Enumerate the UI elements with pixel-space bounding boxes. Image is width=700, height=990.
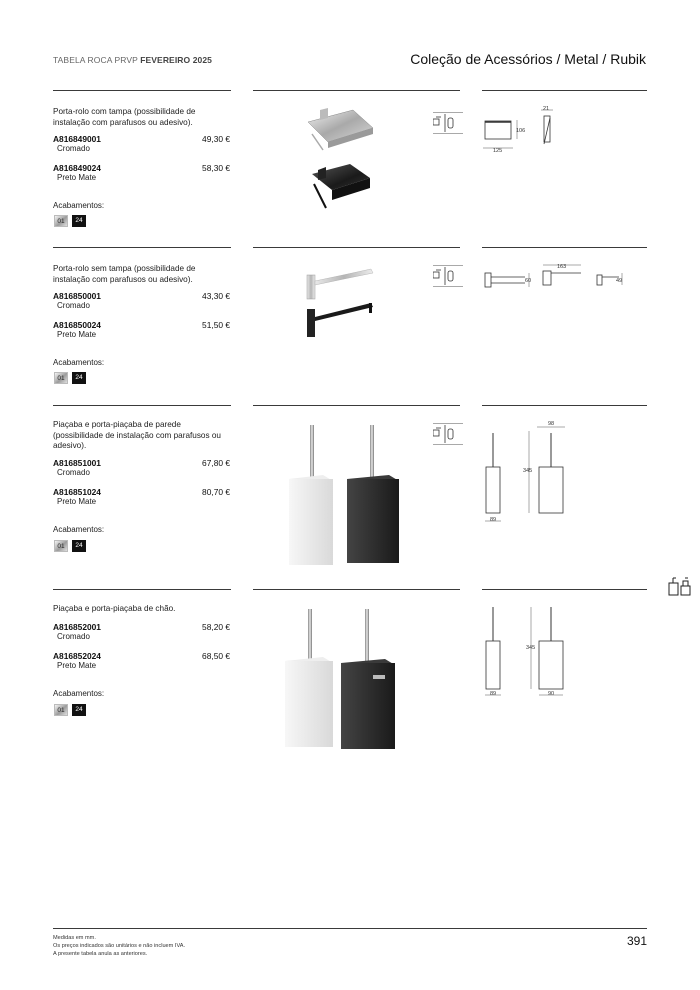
dimension-label: 90 [548,691,555,697]
product-price: 51,50 € [202,320,230,330]
dimension-label: 125 [493,148,503,154]
finish-name: Cromado [57,301,90,310]
dimension-drawing [481,603,571,703]
product-section-4 [53,589,647,769]
product-price: 67,80 € [202,458,230,468]
product-ref: A816849001 [53,134,101,144]
swatch-chrome: 01 [54,372,68,384]
product-description: Piaçaba e porta-piaçaba de chão. [53,604,176,613]
finish-name: Preto Mate [57,661,97,670]
product-section-3 [53,405,647,585]
dimension-label: 60 [525,278,532,284]
footer-note: Medidas em mm. [53,935,96,941]
product-ref: A816851024 [53,487,101,497]
product-price: 58,20 € [202,622,230,632]
dimension-label: 163 [557,264,567,270]
finish-name: Preto Mate [57,173,97,182]
finish-name: Cromado [57,144,90,153]
toilet-roll-holder-lid-photo [298,104,378,224]
catalog-header-label: TABELA ROCA PRVP FEVEREIRO 2025 [53,55,213,65]
wall-toilet-brush-photo [283,423,403,573]
installation-icon [433,423,463,445]
finish-name: Cromado [57,632,90,641]
installation-icon [433,112,463,134]
dimension-label: 89 [490,517,497,523]
page-title: Coleção de Acessórios / Metal / Rubik [410,51,646,67]
product-ref: A816850001 [53,291,101,301]
footer-notes [53,935,185,958]
dimension-label: 106 [516,128,526,134]
swatch-black: 24 [72,372,86,384]
product-section-2 [53,247,647,397]
swatch-chrome: 01 [54,540,68,552]
installation-icon [433,265,463,287]
product-price: 80,70 € [202,487,230,497]
page-number: 391 [626,934,647,948]
finishes-label: Acabamentos: [53,358,105,367]
bathroom-accessories-icon [668,576,692,596]
dimension-label: 89 [490,691,497,697]
finishes-label: Acabamentos: [53,689,105,698]
floor-toilet-brush-photo [281,607,401,752]
dimension-label: 345 [523,468,533,474]
product-price: 68,50 € [202,651,230,661]
footer-note: Os preços indicados são unitários e não incluem IVA. [53,942,186,949]
toilet-roll-holder-photo [303,263,383,353]
product-ref: A816850024 [53,320,101,330]
dimension-label: 345 [526,645,536,651]
product-price: 58,30 € [202,163,230,173]
swatch-black: 24 [72,540,86,552]
product-ref: A816852001 [53,622,101,632]
swatch-chrome: 01 [54,215,68,227]
product-description: Piaçaba e porta-piaçaba de parede (possibilidade de instalação com parafusos ou adesivo). [53,420,221,450]
dimension-label: 98 [548,421,555,427]
product-price: 43,30 € [202,291,230,301]
dimension-drawing [481,261,631,301]
swatch-chrome: 01 [54,704,68,716]
product-price: 49,30 € [202,134,230,144]
dimension-label: 21 [543,106,550,112]
product-ref: A816852024 [53,651,101,661]
product-description: Porta-rolo sem tampa (possibilidade de instalação com parafusos ou adesivo). [53,264,196,284]
product-section-1 [53,90,647,240]
finish-name: Preto Mate [57,497,97,506]
footer-note: A presente tabela anula as anteriores. [53,950,148,957]
swatch-black: 24 [72,704,86,716]
finishes-label: Acabamentos: [53,201,105,210]
finish-name: Preto Mate [57,330,97,339]
finishes-label: Acabamentos: [53,525,105,534]
product-ref: A816849024 [53,163,101,173]
finish-name: Cromado [57,468,90,477]
product-ref: A816851001 [53,458,101,468]
product-description: Porta-rolo com tampa (possibilidade de instalação com parafusos ou adesivo). [53,107,196,127]
swatch-black: 24 [72,215,86,227]
dimension-label: 49 [616,278,623,284]
